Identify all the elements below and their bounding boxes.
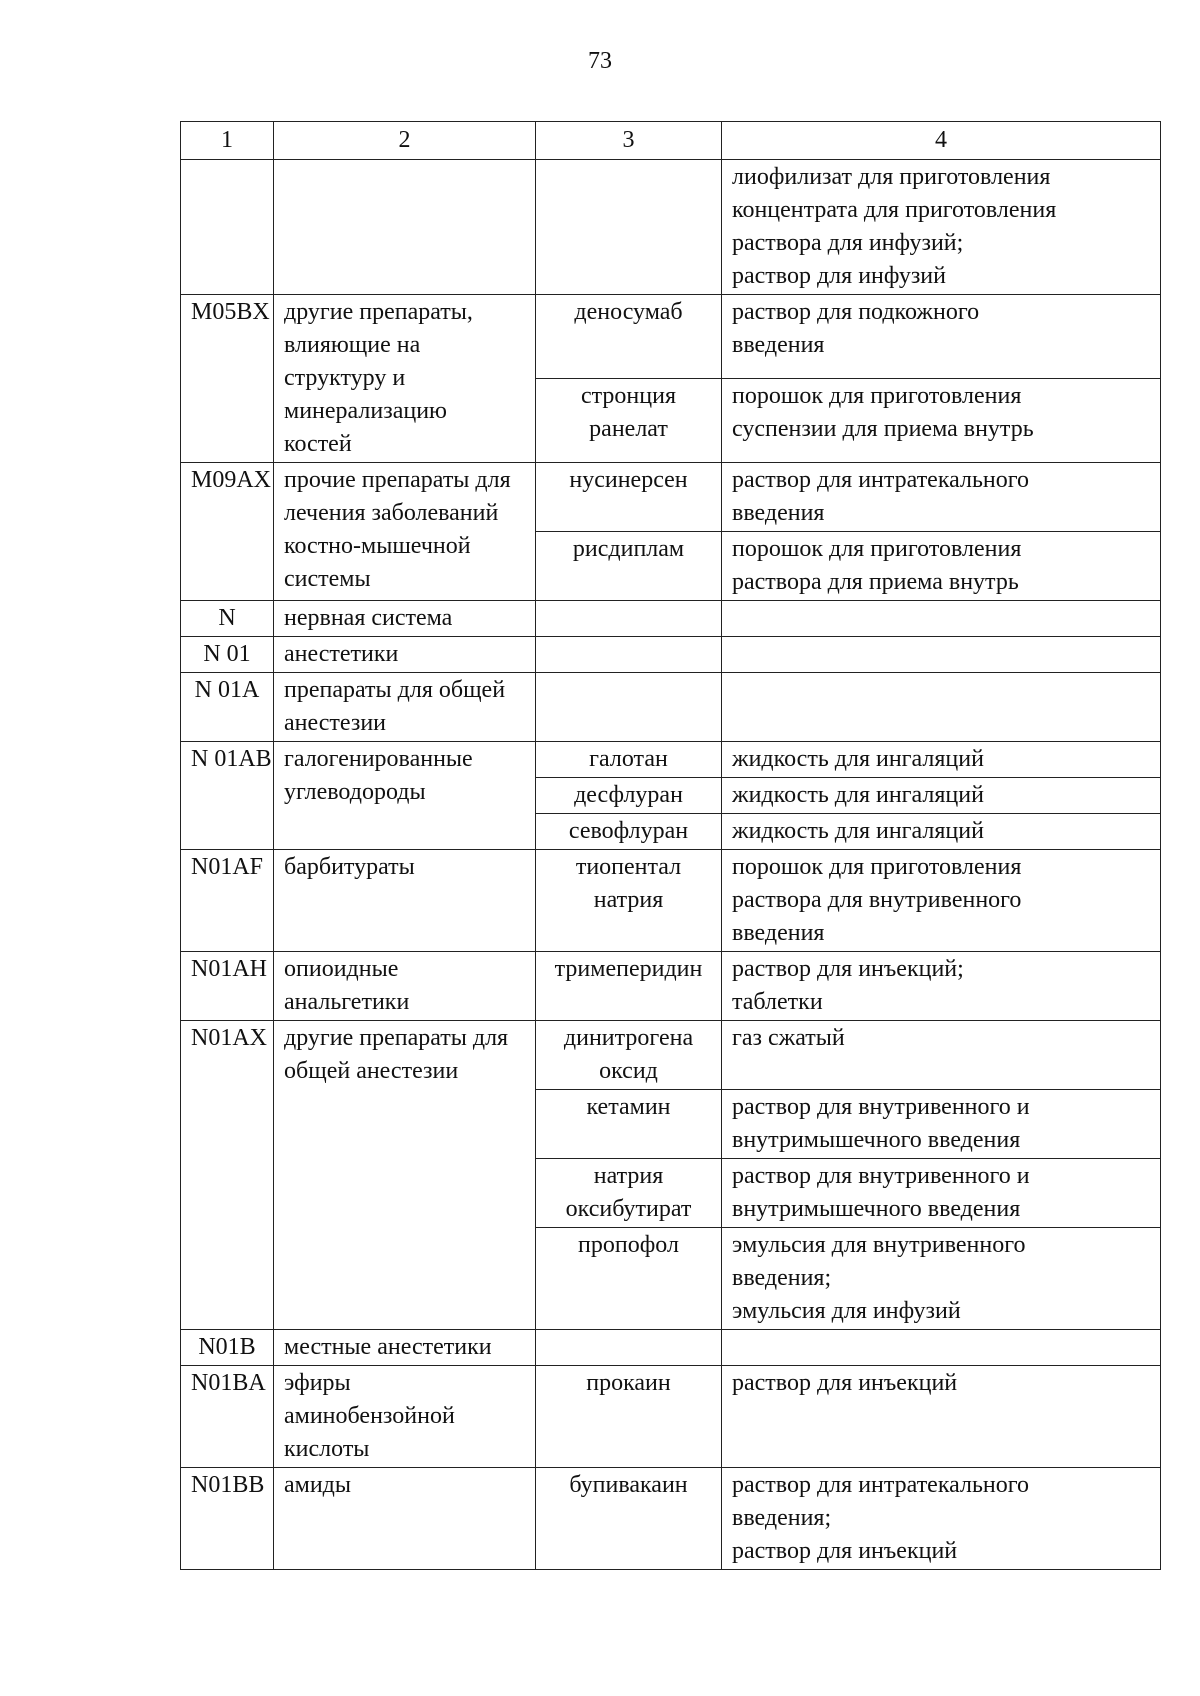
group-name-line: углеводороды: [284, 779, 426, 805]
drug-name-cell: [536, 952, 722, 1021]
drug-name-line: натрия: [593, 887, 664, 913]
drug-name-line: деносумаб: [574, 299, 683, 325]
group-name-line: барбитураты: [284, 854, 415, 880]
table-row: [181, 850, 1161, 952]
dosage-form-cell: [722, 850, 1161, 952]
atc-code-cell: N 01A: [181, 673, 274, 742]
drug-name-cell: [536, 1090, 722, 1159]
dosage-form-line: раствор для подкожного: [732, 299, 980, 325]
dosage-form-line: суспензии для приема внутрь: [732, 416, 1034, 442]
dosage-form-line: раствора для приема внутрь: [732, 569, 1019, 595]
dosage-form-cell: [722, 1468, 1161, 1570]
drug-name-cell: [536, 673, 722, 742]
drug-name-line: оксибутират: [565, 1196, 692, 1222]
group-name-cell: [274, 637, 536, 673]
group-name-line: опиоидные: [284, 956, 399, 982]
dosage-form-cell: [722, 1366, 1161, 1468]
dosage-form-cell: [722, 1159, 1161, 1228]
dosage-form-cell: [722, 160, 1161, 295]
group-name-line: анестетики: [284, 641, 399, 667]
dosage-form-cell: [722, 1330, 1161, 1366]
dosage-form-line: введения: [732, 920, 825, 946]
group-name-cell: [274, 295, 536, 463]
group-name-line: костно-мышечной: [284, 533, 471, 559]
atc-code-cell: N01BB: [181, 1468, 274, 1570]
dosage-form-line: эмульсия для инфузий: [732, 1298, 961, 1324]
drug-name-cell: [536, 160, 722, 295]
table-row: [181, 952, 1161, 1021]
group-name-line: костей: [284, 431, 352, 457]
group-name-line: местные анестетики: [284, 1334, 492, 1360]
dosage-form-line: раствор для инфузий: [732, 263, 946, 289]
dosage-form-line: раствора для инфузий;: [732, 230, 964, 256]
dosage-form-line: порошок для приготовления: [732, 536, 1022, 562]
group-name-line: анальгетики: [284, 989, 410, 1015]
dosage-form-cell: [722, 463, 1161, 532]
atc-code-cell: N01AH: [181, 952, 274, 1021]
column-header: 3: [536, 122, 722, 160]
drug-name-line: динитрогена: [563, 1025, 694, 1051]
table-row: [181, 673, 1161, 742]
drug-name-line: тримеперидин: [554, 956, 703, 982]
column-header: 1: [181, 122, 274, 160]
group-name-cell: [274, 1468, 536, 1570]
dosage-form-cell: [722, 532, 1161, 601]
dosage-form-cell: [722, 379, 1161, 463]
page-number: 73: [588, 48, 612, 74]
drug-name-line: пропофол: [578, 1232, 679, 1258]
dosage-form-line: порошок для приготовления: [732, 854, 1022, 880]
group-name-cell: [274, 742, 536, 850]
dosage-form-line: газ сжатый: [732, 1025, 845, 1051]
group-name-cell: [274, 850, 536, 952]
drug-name-cell: [536, 1330, 722, 1366]
dosage-form-line: раствор для инъекций: [732, 1538, 958, 1564]
group-name-cell: [274, 673, 536, 742]
dosage-form-cell: [722, 814, 1161, 850]
drug-name-cell: [536, 814, 722, 850]
drug-name-line: севофлуран: [568, 818, 689, 844]
group-name-line: влияющие на: [284, 332, 421, 358]
dosage-form-cell: [722, 637, 1161, 673]
group-name-line: лечения заболеваний: [284, 500, 499, 526]
table-row: [181, 463, 1161, 532]
drug-name-cell: [536, 463, 722, 532]
drug-name-line: десфлуран: [574, 782, 683, 808]
dosage-form-line: раствор для инъекций;: [732, 956, 964, 982]
group-name-cell: [274, 1021, 536, 1330]
drug-name-cell: [536, 1228, 722, 1330]
table-row: [181, 160, 1161, 295]
group-name-line: другие препараты для: [284, 1025, 509, 1051]
dosage-form-line: введения: [732, 500, 825, 526]
dosage-form-line: внутримышечного введения: [732, 1127, 1021, 1153]
drug-name-line: оксид: [599, 1058, 658, 1084]
group-name-line: прочие препараты для: [284, 467, 511, 493]
drug-name-line: галотан: [589, 746, 668, 772]
header-row: [181, 122, 1161, 160]
group-name-cell: [274, 601, 536, 637]
dosage-form-line: лиофилизат для приготовления: [732, 164, 1051, 190]
drug-name-line: стронция: [580, 383, 676, 409]
table-row: [181, 637, 1161, 673]
group-name-line: анестезии: [284, 710, 386, 736]
dosage-form-line: порошок для приготовления: [732, 383, 1022, 409]
atc-code-cell: M09AX: [181, 463, 274, 601]
group-name-cell: [274, 160, 536, 295]
drug-name-cell: [536, 1366, 722, 1468]
table-row: [181, 1330, 1161, 1366]
dosage-form-cell: [722, 673, 1161, 742]
group-name-cell: [274, 1330, 536, 1366]
drug-name-cell: [536, 742, 722, 778]
dosage-form-line: эмульсия для внутривенного: [732, 1232, 1026, 1258]
drug-name-line: нусинерсен: [569, 467, 688, 493]
atc-code-cell: M05BX: [181, 295, 274, 463]
column-header: 4: [722, 122, 1161, 160]
dosage-form-cell: [722, 1228, 1161, 1330]
dosage-form-line: жидкость для ингаляций: [732, 746, 984, 772]
dosage-form-line: раствор для интратекального: [732, 1472, 1029, 1498]
group-name-line: общей анестезии: [284, 1058, 459, 1084]
dosage-form-line: таблетки: [732, 989, 823, 1015]
dosage-form-cell: [722, 742, 1161, 778]
table-row: [181, 1366, 1161, 1468]
atc-code-cell: N01BA: [181, 1366, 274, 1468]
drug-name-cell: [536, 532, 722, 601]
table-row: [181, 1021, 1161, 1090]
drug-table: [180, 121, 1161, 1570]
atc-code-cell: N: [181, 601, 274, 637]
group-name-line: галогенированные: [284, 746, 473, 772]
dosage-form-line: концентрата для приготовления: [732, 197, 1057, 223]
drug-name-line: тиопентал: [575, 854, 682, 880]
atc-code-cell: N01B: [181, 1330, 274, 1366]
dosage-form-cell: [722, 1090, 1161, 1159]
drug-name-line: бупивакаин: [569, 1472, 688, 1498]
table-row: [181, 1468, 1161, 1570]
group-name-line: нервная система: [284, 605, 453, 631]
group-name-line: эфиры аминобензойной: [284, 1370, 455, 1429]
column-header: 2: [274, 122, 536, 160]
dosage-form-cell: [722, 601, 1161, 637]
group-name-cell: [274, 1366, 536, 1468]
atc-code-cell: N 01: [181, 637, 274, 673]
drug-name-cell: [536, 379, 722, 463]
drug-name-line: рисдиплам: [572, 536, 685, 562]
drug-name-cell: [536, 1021, 722, 1090]
group-name-line: другие препараты,: [284, 299, 473, 325]
dosage-form-cell: [722, 778, 1161, 814]
dosage-form-line: раствор для внутривенного и: [732, 1094, 1030, 1120]
dosage-form-line: введения: [732, 332, 825, 358]
group-name-line: амиды: [284, 1472, 352, 1498]
group-name-line: структуру и: [284, 365, 406, 391]
drug-name-cell: [536, 850, 722, 952]
drug-name-cell: [536, 1159, 722, 1228]
drug-name-cell: [536, 637, 722, 673]
atc-code-cell: N 01AB: [181, 742, 274, 850]
dosage-form-cell: [722, 295, 1161, 379]
group-name-cell: [274, 463, 536, 601]
drug-name-line: ранелат: [589, 416, 668, 442]
dosage-form-cell: [722, 1021, 1161, 1090]
atc-code-cell: N01AF: [181, 850, 274, 952]
dosage-form-cell: [722, 952, 1161, 1021]
dosage-form-line: введения;: [732, 1505, 832, 1531]
group-name-line: минерализацию: [284, 398, 447, 424]
drug-name-cell: [536, 778, 722, 814]
dosage-form-line: раствор для инъекций: [732, 1370, 958, 1396]
dosage-form-line: внутримышечного введения: [732, 1196, 1021, 1222]
drug-name-cell: [536, 1468, 722, 1570]
drug-name-cell: [536, 601, 722, 637]
dosage-form-line: введения;: [732, 1265, 832, 1291]
dosage-form-line: раствор для внутривенного и: [732, 1163, 1030, 1189]
atc-code-cell: N01AX: [181, 1021, 274, 1330]
table-row: [181, 742, 1161, 778]
dosage-form-line: раствора для внутривенного: [732, 887, 1022, 913]
group-name-cell: [274, 952, 536, 1021]
table-row: [181, 601, 1161, 637]
group-name-line: кислоты: [284, 1436, 370, 1462]
group-name-line: системы: [284, 566, 371, 592]
dosage-form-line: жидкость для ингаляций: [732, 818, 984, 844]
dosage-form-line: раствор для интратекального: [732, 467, 1029, 493]
drug-name-line: кетамин: [586, 1094, 671, 1120]
table-row: [181, 295, 1161, 379]
drug-name-line: натрия: [593, 1163, 664, 1189]
dosage-form-line: жидкость для ингаляций: [732, 782, 984, 808]
drug-name-line: прокаин: [586, 1370, 671, 1396]
group-name-line: препараты для общей: [284, 677, 506, 703]
atc-code-cell: [181, 160, 274, 295]
drug-name-cell: [536, 295, 722, 379]
